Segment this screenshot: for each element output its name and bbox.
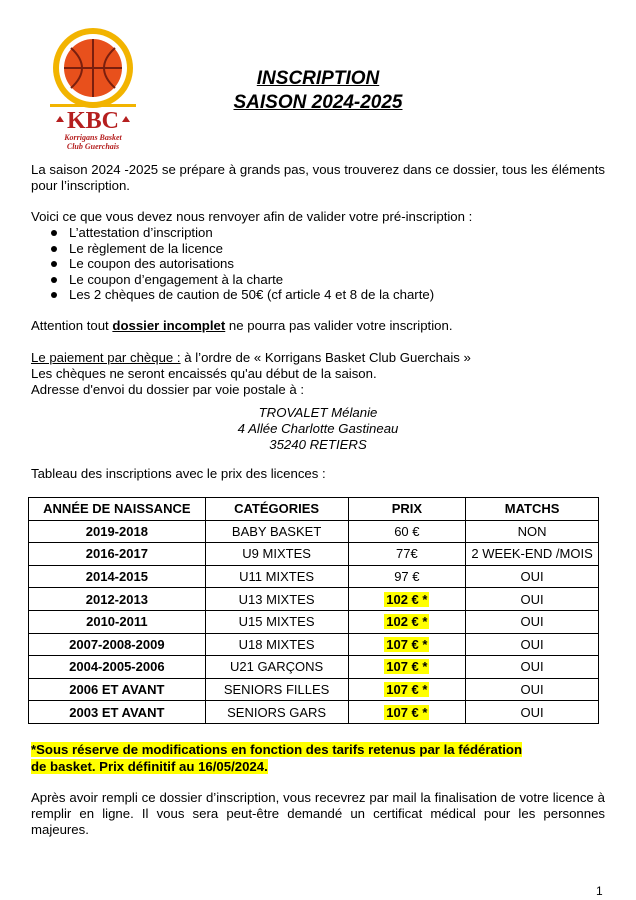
header-birth-year: ANNÉE DE NAISSANCE bbox=[29, 498, 206, 521]
table-row bbox=[29, 633, 599, 656]
list-item: Le coupon des autorisations bbox=[69, 256, 434, 272]
price-highlight: 107 € * bbox=[386, 659, 428, 675]
cell-price: 60 € bbox=[348, 520, 466, 543]
list-item: L’attestation d’inscription bbox=[69, 225, 434, 241]
table-row bbox=[29, 678, 599, 701]
price-highlight: 107 € * bbox=[386, 682, 428, 698]
page-number: 1 bbox=[596, 884, 603, 898]
basketball-logo-icon bbox=[46, 24, 140, 152]
cell-price bbox=[348, 633, 466, 656]
payment-line-2: Les chèques ne seront encaissés qu'au début de la saison. bbox=[31, 366, 377, 381]
cell-price bbox=[348, 610, 466, 633]
cell-birth-year: 2012-2013 bbox=[29, 588, 206, 611]
warning-text-after: ne pourra pas valider votre inscription. bbox=[225, 318, 453, 333]
cell-price bbox=[348, 701, 466, 724]
payment-paragraph bbox=[31, 350, 605, 398]
price-highlight: 107 € * bbox=[386, 636, 428, 652]
price-highlight: 102 € * bbox=[386, 591, 428, 607]
cell-matches: 2 WEEK-END /MOIS bbox=[466, 543, 599, 566]
title-line-2: SAISON 2024-2025 bbox=[233, 92, 403, 113]
address-name: TROVALET Mélanie bbox=[258, 405, 378, 420]
logo-line-1: Korrigans Basket bbox=[64, 133, 122, 142]
cell-birth-year: 2010-2011 bbox=[29, 610, 206, 633]
header-price: PRIX bbox=[348, 498, 466, 521]
cell-category: U21 GARÇONS bbox=[205, 656, 348, 679]
table-row bbox=[29, 656, 599, 679]
cell-matches: OUI bbox=[466, 656, 599, 679]
cell-price bbox=[348, 588, 466, 611]
title-line-1: INSCRIPTION bbox=[256, 68, 380, 89]
warning-paragraph bbox=[31, 318, 605, 334]
cell-matches: OUI bbox=[466, 701, 599, 724]
cell-category: U11 MIXTES bbox=[205, 565, 348, 588]
payment-line-3: Adresse d'envoi du dossier par voie postale à : bbox=[31, 382, 305, 397]
price-highlight: 102 € * bbox=[386, 614, 428, 630]
page-title bbox=[140, 67, 496, 115]
note-line-2: de basket. Prix définitif au 16/05/2024. bbox=[31, 759, 268, 774]
cell-category: U9 MIXTES bbox=[205, 543, 348, 566]
warning-text-before: Attention tout bbox=[31, 318, 113, 333]
header-matches: MATCHS bbox=[466, 498, 599, 521]
note-line-1: *Sous réserve de modifications en fonction des tarifs retenus par la fédération bbox=[31, 742, 522, 757]
cell-category: BABY BASKET bbox=[205, 520, 348, 543]
cell-matches: OUI bbox=[466, 610, 599, 633]
cell-matches: OUI bbox=[466, 678, 599, 701]
cell-birth-year: 2003 ET AVANT bbox=[29, 701, 206, 724]
table-row bbox=[29, 520, 599, 543]
price-note bbox=[31, 741, 605, 775]
cell-category: U18 MIXTES bbox=[205, 633, 348, 656]
cell-birth-year: 2014-2015 bbox=[29, 565, 206, 588]
cell-birth-year: 2019-2018 bbox=[29, 520, 206, 543]
table-row bbox=[29, 565, 599, 588]
logo-acronym: KBC bbox=[66, 108, 120, 134]
postal-address bbox=[140, 405, 496, 453]
payment-label: Le paiement par chèque : bbox=[31, 350, 181, 365]
cell-price bbox=[348, 656, 466, 679]
cell-category: U13 MIXTES bbox=[205, 588, 348, 611]
cell-category: SENIORS FILLES bbox=[205, 678, 348, 701]
club-logo bbox=[46, 24, 140, 152]
cell-birth-year: 2016-2017 bbox=[29, 543, 206, 566]
return-intro: Voici ce que vous devez nous renvoyer afin de valider votre pré-inscription : bbox=[31, 209, 473, 224]
cell-price: 77€ bbox=[348, 543, 466, 566]
payment-text: à l’ordre de « Korrigans Basket Club Guerchais » bbox=[180, 350, 471, 365]
cell-matches: OUI bbox=[466, 633, 599, 656]
cell-birth-year: 2007-2008-2009 bbox=[29, 633, 206, 656]
cell-birth-year: 2006 ET AVANT bbox=[29, 678, 206, 701]
table-row bbox=[29, 701, 599, 724]
logo-line-2: Club Guerchais bbox=[66, 142, 120, 151]
table-row bbox=[29, 588, 599, 611]
table-header-row bbox=[29, 498, 599, 521]
list-item: Le coupon d’engagement à la charte bbox=[69, 272, 434, 288]
list-item: Les 2 chèques de caution de 50€ (cf article 4 et 8 de la charte) bbox=[69, 287, 435, 303]
address-city: 35240 RETIERS bbox=[269, 437, 367, 452]
table-row bbox=[29, 610, 599, 633]
warning-emphasis: dossier incomplet bbox=[112, 318, 226, 333]
price-highlight: 107 € * bbox=[386, 704, 428, 720]
address-street: 4 Allée Charlotte Gastineau bbox=[237, 421, 399, 436]
table-row bbox=[29, 543, 599, 566]
cell-matches: OUI bbox=[466, 565, 599, 588]
cell-matches: NON bbox=[466, 520, 599, 543]
cell-birth-year: 2004-2005-2006 bbox=[29, 656, 206, 679]
cell-category: U15 MIXTES bbox=[205, 610, 348, 633]
cell-matches: OUI bbox=[466, 588, 599, 611]
table-intro: Tableau des inscriptions avec le prix des licences : bbox=[31, 466, 326, 481]
intro-paragraph: La saison 2024 -2025 se prépare à grands pas, vous trouverez dans ce dossier, tous les éléments pour l’inscription. bbox=[31, 162, 605, 193]
list-item: Le règlement de la licence bbox=[69, 241, 434, 257]
documents-list bbox=[31, 225, 434, 303]
cell-price: 97 € bbox=[348, 565, 466, 588]
header-category: CATÉGORIES bbox=[205, 498, 348, 521]
cell-price bbox=[348, 678, 466, 701]
cell-category: SENIORS GARS bbox=[205, 701, 348, 724]
price-table bbox=[28, 497, 599, 724]
closing-paragraph: Après avoir rempli ce dossier d’inscription, vous recevrez par mail la finalisation de votre licence à remplir en ligne. Il vous sera peut-être demandé un certificat médical pour les personnes majeures. bbox=[31, 790, 605, 837]
